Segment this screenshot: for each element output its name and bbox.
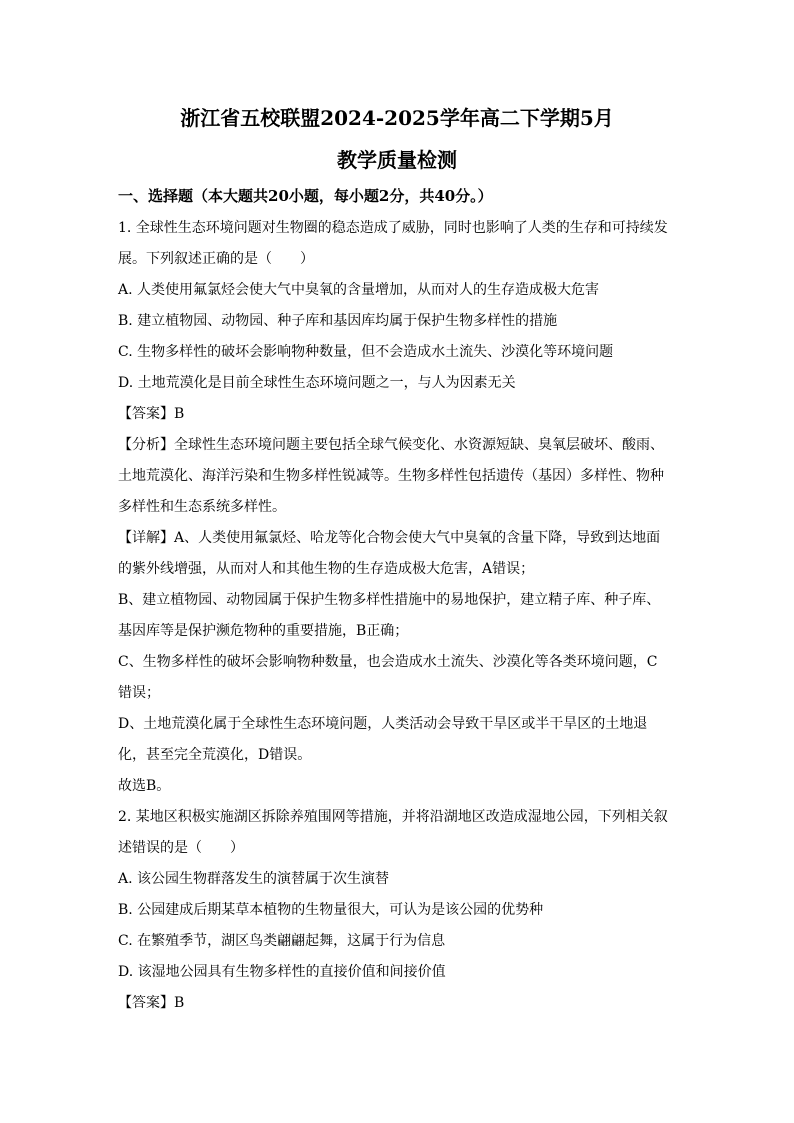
q1-analysis-line2: 土地荒漠化、海洋污染和生物多样性锐减等。生物多样性包括遗传（基因）多样性、物种 bbox=[118, 468, 664, 484]
q2-option-a: A. 该公园生物群落发生的演替属于次生演替 bbox=[118, 871, 390, 887]
q1-option-a: A. 人类使用氟氯烃会使大气中臭氧的含量增加，从而对人的生存造成极大危害 bbox=[118, 282, 600, 298]
q1-detail-a-line2: 的紫外线增强，从而对人和其他生物的生存造成极大危害，A错误； bbox=[118, 561, 535, 577]
q1-stem-line2: 展。下列叙述正确的是（ ） bbox=[118, 251, 314, 267]
q2-option-c: C. 在繁殖季节，湖区鸟类翩翩起舞，这属于行为信息 bbox=[118, 933, 446, 949]
q1-detail-b-line1: B、建立植物园、动物园属于保护生物多样性措施中的易地保护，建立精子库、种子库、 bbox=[118, 592, 661, 608]
q1-analysis-line1: 【分析】全球性生态环境问题主要包括全球气候变化、水资源短缺、臭氧层破坏、酸雨、 bbox=[118, 437, 664, 453]
document-body bbox=[118, 213, 684, 1019]
q1-detail-d-line1: D、土地荒漠化属于全球性生态环境问题，人类活动会导致干旱区或半干旱区的土地退 bbox=[118, 716, 648, 732]
q1-option-b: B. 建立植物园、动物园、种子库和基因库均属于保护生物多样性的措施 bbox=[118, 313, 558, 329]
q1-detail-c-line1: C、生物多样性的破坏会影响物种数量，也会造成水土流失、沙漠化等各类环境问题，C bbox=[118, 654, 658, 670]
q2-option-b: B. 公园建成后期某草本植物的生物量很大，可认为是该公园的优势种 bbox=[118, 902, 544, 918]
q1-analysis-line3: 多样性和生态系统多样性。 bbox=[118, 499, 286, 515]
section-heading: 一、选择题（本大题共20小题，每小题2分，共40分。） bbox=[118, 187, 493, 205]
q1-answer: 【答案】B bbox=[118, 406, 185, 422]
q1-detail-c-line2: 错误； bbox=[118, 685, 160, 701]
q1-detail-d-line2: 化，甚至完全荒漠化，D错误。 bbox=[118, 747, 312, 763]
q1-detail-a-line1: 【详解】A、人类使用氟氯烃、哈龙等化合物会使大气中臭氧的含量下降，导致到达地面 bbox=[118, 530, 661, 546]
q2-answer: 【答案】B bbox=[118, 995, 185, 1011]
q1-detail-b-line2: 基因库等是保护濒危物种的重要措施，B正确； bbox=[118, 623, 409, 639]
q1-stem-line1: 1. 全球性生态环境问题对生物圈的稳态造成了威胁，同时也影响了人类的生存和可持续发 bbox=[118, 220, 668, 236]
q2-stem-line1: 2. 某地区积极实施湖区拆除养殖围网等措施，并将沿湖地区改造成湿地公园，下列相关叙 bbox=[118, 809, 668, 825]
q2-stem-line2: 述错误的是（ ） bbox=[118, 840, 244, 856]
q1-option-d: D. 土地荒漠化是目前全球性生态环境问题之一，与人为因素无关 bbox=[118, 375, 516, 391]
q1-option-c: C. 生物多样性的破坏会影响物种数量，但不会造成水土流失、沙漠化等环境问题 bbox=[118, 344, 614, 360]
q2-option-d: D. 该湿地公园具有生物多样性的直接价值和间接价值 bbox=[118, 964, 446, 980]
document-title-line1: 浙江省五校联盟2024-2025学年高二下学期5月 bbox=[180, 106, 614, 130]
document-title-line2: 教学质量检测 bbox=[337, 148, 457, 172]
q1-conclusion: 故选B。 bbox=[118, 778, 171, 794]
